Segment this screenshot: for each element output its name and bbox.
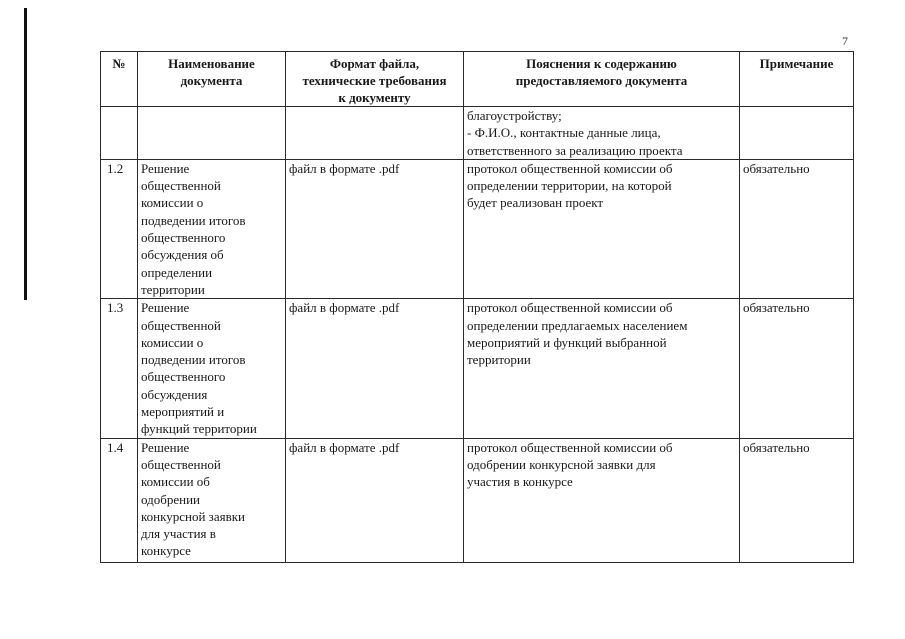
cell-number	[101, 107, 138, 160]
table-row	[101, 107, 854, 160]
cell-document-name: Решение общественной комиссии о подведении итогов общественного обсуждения мероприятий и функций территории	[138, 299, 286, 438]
cell-number: 1.3	[101, 299, 138, 438]
header-document-name: Наименование документа	[138, 52, 286, 107]
cell-note: обязательно	[740, 159, 854, 298]
cell-number: 1.2	[101, 159, 138, 298]
header-file-format: Формат файла, технические требования к документу	[286, 52, 464, 107]
cell-number: 1.4	[101, 438, 138, 562]
cell-note: обязательно	[740, 438, 854, 562]
cell-document-name	[138, 107, 286, 160]
table-row	[101, 438, 854, 562]
cell-note	[740, 107, 854, 160]
cell-description: благоустройству; - Ф.И.О., контактные данные лица, ответственного за реализацию проекта	[464, 107, 740, 160]
cell-description: протокол общественной комиссии об определении предлагаемых населением мероприятий и функций выбранной территории	[464, 299, 740, 438]
table-row	[101, 299, 854, 438]
cell-description: протокол общественной комиссии об одобрении конкурсной заявки для участия в конкурсе	[464, 438, 740, 562]
binding-bar	[24, 8, 27, 300]
cell-file-format: файл в формате .pdf	[286, 159, 464, 298]
cell-note: обязательно	[740, 299, 854, 438]
documents-table	[100, 51, 854, 563]
header-description: Пояснения к содержанию предоставляемого документа	[464, 52, 740, 107]
cell-document-name: Решение общественной комиссии об одобрении конкурсной заявки для участия в конкурсе	[138, 438, 286, 562]
cell-file-format: файл в формате .pdf	[286, 299, 464, 438]
header-note: Примечание	[740, 52, 854, 107]
cell-file-format	[286, 107, 464, 160]
table-header-row	[101, 52, 854, 107]
table-row	[101, 159, 854, 298]
cell-document-name: Решение общественной комиссии о подведении итогов общественного обсуждения об определении территории	[138, 159, 286, 298]
cell-description: протокол общественной комиссии об определении территории, на которой будет реализован проект	[464, 159, 740, 298]
header-number: №	[101, 52, 138, 107]
page-number: 7	[842, 34, 848, 48]
cell-file-format: файл в формате .pdf	[286, 438, 464, 562]
